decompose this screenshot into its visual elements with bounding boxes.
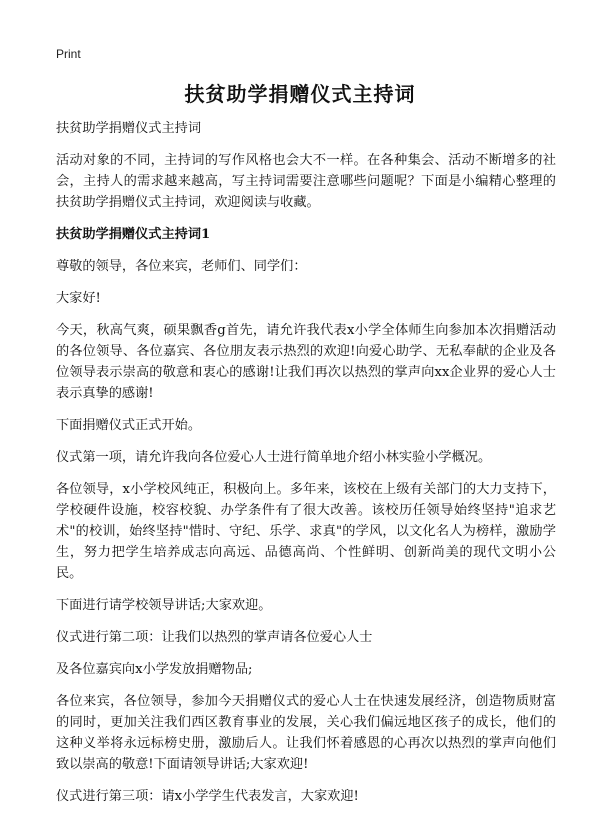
paragraph: 仪式进行第三项：请x小学学生代表发言，大家欢迎! (56, 789, 359, 804)
paragraph: 今天，秋高气爽，硕果飘香g首先，请允许我代表x小学全体师生向参加本次捐赠活动的各位领导、各位嘉宾、各位朋友表示热烈的欢迎!向爱心助学、无私奉献的企业及各位领导表示崇高的敬意和衷心的感谢!让我们再次以热烈的掌声向xx企业界的爱心人士表示真挚的感谢! (56, 323, 556, 401)
paragraph: 下面进行请学校领导讲话;大家欢迎。 (56, 598, 272, 613)
paragraph: 各位领导，x小学校风纯正，积极向上。多年来，该校在上级有关部门的大力支持下，学校硬件设施，校容校貌、办学条件有了很大改善。该校历任领导始终坚持"追求艺术"的校训，始终坚持"惜时、守纪、乐学、求真"的学风，以文化名人为榜样，激励学生，努力把学生培养成志向高远、品德高尚、个性鲜明、创新尚美的现代文明小公民。 (56, 482, 556, 581)
page-title: 扶贫助学捐赠仪式主持词 (184, 82, 416, 106)
paragraph: 仪式第一项，请允许我向各位爱心人士进行简单地介绍小林实验小学概况。 (56, 450, 492, 465)
article-body (56, 118, 556, 818)
paragraph: 扶贫助学捐赠仪式主持词 (56, 121, 202, 136)
paragraph: 大家好! (56, 291, 101, 306)
paragraph: 及各位嘉宾向x小学发放捐赠物品; (56, 662, 253, 677)
paragraph: 下面捐赠仪式正式开始。 (56, 418, 202, 433)
paragraph: 仪式进行第二项：让我们以热烈的掌声请各位爱心人士 (56, 630, 373, 645)
paragraph: 各位来宾，各位领导，参加今天捐赠仪式的爱心人士在快速发展经济，创造物质财富的同时，更加关注我们西区教育事业的发展，关心我们偏远地区孩子的成长，他们的这种义举将永远标榜史册，激励后人。让我们怀着感恩的心再次以热烈的掌声向他们致以崇高的敬意!下面请领导讲话;大家欢迎! (56, 694, 556, 772)
section-heading: 扶贫助学捐赠仪式主持词1 (56, 227, 211, 242)
print-link[interactable]: Print (56, 47, 81, 61)
paragraph: 活动对象的不同，主持词的写作风格也会大不一样。在各种集会、活动不断增多的社会，主持人的需求越来越高，写主持词需要注意哪些问题呢？下面是小编精心整理的扶贫助学捐赠仪式主持词，欢迎阅读与收藏。 (56, 153, 556, 210)
paragraph: 尊敬的领导，各位来宾，老师们、同学们： (56, 259, 307, 274)
